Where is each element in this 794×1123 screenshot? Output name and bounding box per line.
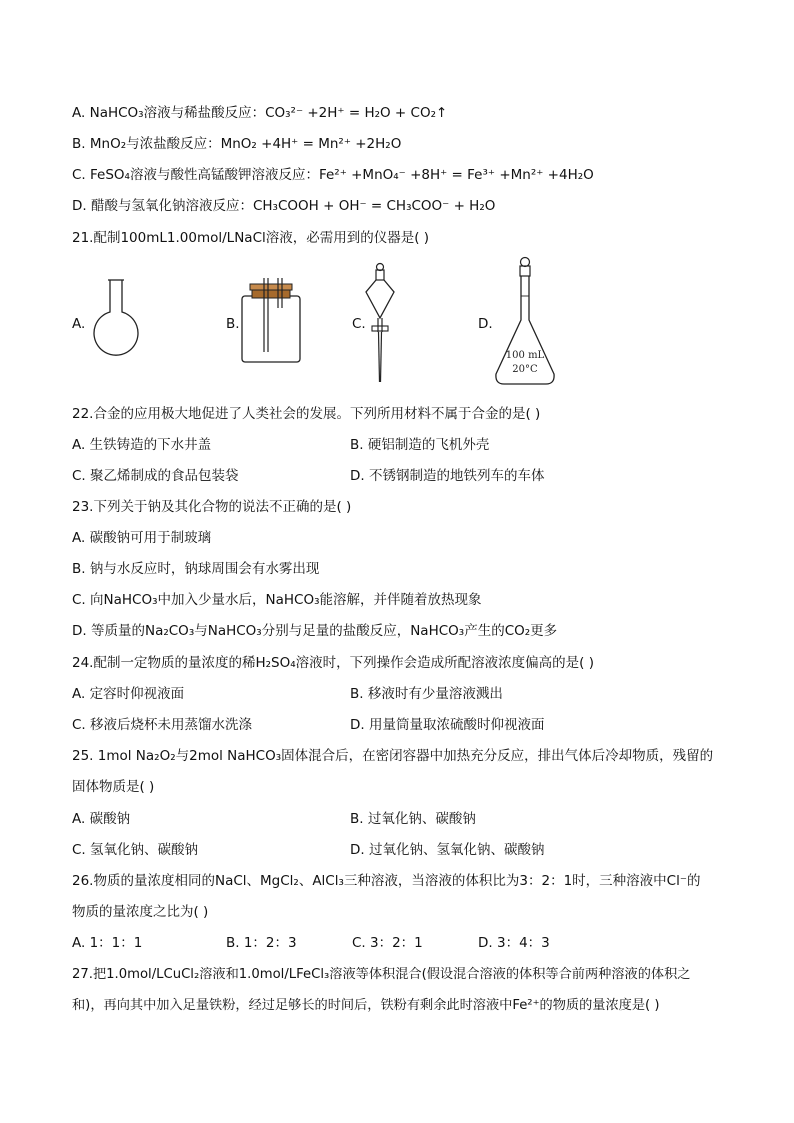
q21-label-a: A. <box>72 316 86 332</box>
q25-option-b: B. 过氧化钠、碳酸钠 <box>350 811 476 827</box>
q22-option-c: C. 聚乙烯制成的食品包装袋 <box>72 468 239 484</box>
q25-stem-line-1: 25. 1mol Na₂O₂与2mol NaHCO₃固体混合后，在密闭容器中加热充分反应，排出气体后冷却物质，残留的 <box>72 748 714 764</box>
q22-option-d: D. 不锈钢制造的地铁列车的车体 <box>350 468 545 484</box>
round-bottom-flask-icon <box>86 278 146 368</box>
q24-option-b: B. 移液时有少量溶液溅出 <box>350 686 503 702</box>
q27-stem-line-2: 和)，再向其中加入足量铁粉，经过足够长的时间后，铁粉有剩余此时溶液中Fe²⁺的物质的量浓度是( ) <box>72 998 660 1013</box>
q20-option-c <box>72 165 594 185</box>
q20-option-b <box>72 134 401 154</box>
q20-option-a <box>72 103 447 123</box>
q24-option-c: C. 移液后烧杯未用蒸馏水洗涤 <box>72 717 253 733</box>
q21-stem: 21.配制100mL1.00mol/LNaCl溶液，必需用到的仪器是( ) <box>72 230 430 246</box>
q25-option-d: D. 过氧化钠、氢氧化钠、碳酸钠 <box>350 842 545 858</box>
q23-option-c: C. 向NaHCO₃中加入少量水后，NaHCO₃能溶解，并伴随着放热现象 <box>72 592 482 608</box>
option-text: MnO₂与浓盐酸反应：MnO₂ +4H⁺ = Mn²⁺ +2H₂O <box>89 136 402 152</box>
q21-apparatus-row <box>60 250 760 400</box>
flask-volume-label: 100 mL <box>505 350 545 361</box>
option-label: A. <box>72 105 90 121</box>
q26-option-a: A. 1：1：1 <box>72 935 143 951</box>
option-text: 醋酸与氢氧化钠溶液反应：CH₃COOH + OH⁻ = CH₃COO⁻ + H₂O <box>90 198 496 214</box>
option-text: NaHCO₃溶液与稀盐酸反应：CO₃²⁻ +2H⁺ = H₂O + CO₂↑ <box>89 105 448 121</box>
q24-stem: 24.配制一定物质的量浓度的稀H₂SO₄溶液时，下列操作会造成所配溶液浓度偏高的是( ) <box>72 655 594 671</box>
q26-stem-line-1: 26.物质的量浓度相同的NaCl、MgCl₂、AlCl₃三种溶液，当溶液的体积比为3：2：1时，三种溶液中Cl⁻的 <box>72 873 701 889</box>
q27-stem-line-1: 27.把1.0mol/LCuCl₂溶液和1.0mol/LFeCl₃溶液等体积混合(假设混合溶液的体积等合前两种溶液的体积之 <box>72 967 691 982</box>
q21-label-c: C. <box>352 316 366 332</box>
q25-stem-line-2: 固体物质是( ) <box>72 779 155 795</box>
q23-option-a: A. 碳酸钠可用于制玻璃 <box>72 530 212 546</box>
option-text: FeSO₄溶液与酸性高锰酸钾溶液反应：Fe²⁺ +MnO₄⁻ +8H⁺ = Fe³⁺ +Mn²⁺ +4H₂O <box>90 167 594 183</box>
q26-stem-line-2: 物质的量浓度之比为( ) <box>72 904 209 920</box>
q23-option-d: D. 等质量的Na₂CO₃与NaHCO₃分别与足量的盐酸反应，NaHCO₃产生的CO₂更多 <box>72 623 558 639</box>
q22-option-b: B. 硬铝制造的飞机外壳 <box>350 437 490 453</box>
q24-option-a: A. 定容时仰视液面 <box>72 686 185 702</box>
q21-label-d: D. <box>478 316 493 332</box>
q22-option-a: A. 生铁铸造的下水井盖 <box>72 437 212 453</box>
option-label: C. <box>72 167 91 183</box>
q20-option-d <box>72 196 495 216</box>
option-label: D. <box>72 198 91 214</box>
q25-option-a: A. 碳酸钠 <box>72 811 131 827</box>
q22-stem: 22.合金的应用极大地促进了人类社会的发展。下列所用材料不属于合金的是( ) <box>72 406 541 422</box>
q26-option-c: C. 3：2：1 <box>352 935 423 951</box>
option-label: B. <box>72 136 90 152</box>
q26-option-d: D. 3：4：3 <box>478 935 550 951</box>
q23-option-b: B. 钠与水反应时，钠球周围会有水雾出现 <box>72 561 320 577</box>
q23-stem: 23.下列关于钠及其化合物的说法不正确的是( ) <box>72 499 352 515</box>
q25-option-c: C. 氢氧化钠、碳酸钠 <box>72 842 199 858</box>
flask-temp-label: 20°C <box>512 364 538 375</box>
separatory-funnel-icon <box>360 262 400 386</box>
gas-washing-bottle-icon <box>238 278 304 364</box>
volumetric-flask-icon <box>492 256 558 388</box>
q24-option-d: D. 用量筒量取浓硫酸时仰视液面 <box>350 717 545 733</box>
q21-label-b: B. <box>226 316 240 332</box>
q26-option-b: B. 1：2：3 <box>226 935 297 951</box>
